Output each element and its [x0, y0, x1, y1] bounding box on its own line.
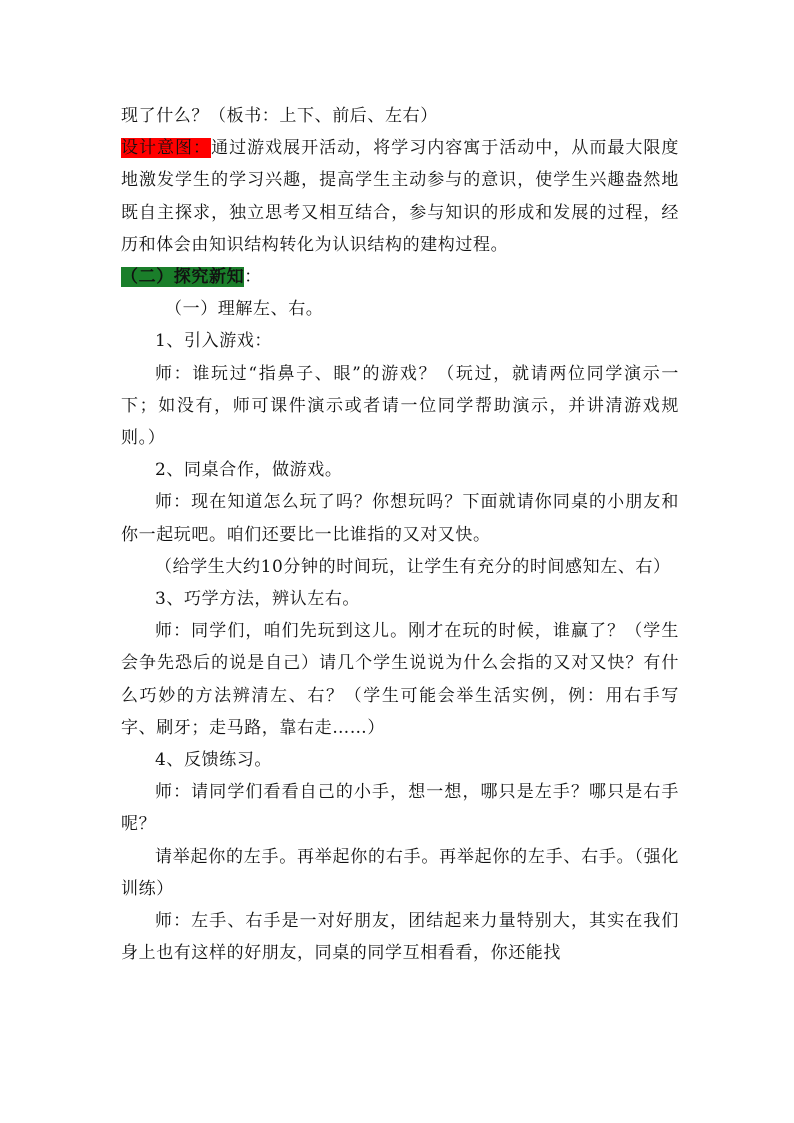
board-line: 现了什么？（板书：上下、前后、左右）	[121, 106, 438, 126]
step-1: 1、引入游戏：	[155, 331, 273, 352]
section-heading-colon: ：	[244, 267, 262, 288]
paragraph-1: 师：谁玩过“指鼻子、眼”的游戏？（玩过，就请两位同学演示一下；如没有，师可课件演示或者请一位同学帮助演示，并讲清游戏规则。）	[121, 363, 679, 449]
document-body	[121, 100, 679, 969]
paragraph-2: 师：现在知道怎么玩了吗？你想玩吗？下面就请你同桌的小朋友和你一起玩吧。咱们还要比一比谁指的又对又快。	[121, 492, 679, 545]
step-4: 4、反馈练习。	[155, 750, 273, 771]
paragraph-5: 师：请同学们看看自己的小手，想一想，哪只是左手？哪只是右手呢？	[121, 782, 679, 835]
step-2: 2、同桌合作，做游戏。	[155, 460, 343, 481]
paragraph-6: 请举起你的左手。再举起你的右手。再举起你的左手、右手。（强化训练）	[121, 846, 679, 899]
step-3: 3、巧学方法，辨认左右。	[155, 589, 361, 610]
section-heading	[121, 261, 679, 293]
sub-heading: （一）理解左、右。	[165, 299, 324, 320]
section-heading-label: （二）探究新知	[121, 267, 245, 288]
design-intent-label: 设计意图：	[121, 138, 212, 159]
paragraph-4: 师：同学们，咱们先玩到这儿。刚才在玩的时候，谁赢了？（学生会争先恐后的说是自己）请几个学生说说为什么会指的又对又快？有什么巧妙的方法辨清左、右？（学生可能会举生活实例，例：用右手写字、刷牙；走马路，靠右走……）	[121, 621, 679, 738]
design-intent-paragraph	[121, 132, 679, 261]
design-intent-text: 通过游戏展开活动，将学习内容寓于活动中，从而最大限度地激发学生的学习兴趣，提高学生主动参与的意识，使学生兴趣盎然地既自主探求，独立思考又相互结合，参与知识的形成和发展的过程，经历和体会由知识结构转化为认识结构的建构过程。	[121, 138, 680, 255]
paragraph-3: （给学生大约10分钟的时间玩，让学生有充分的时间感知左、右）	[155, 556, 671, 577]
paragraph-7: 师：左手、右手是一对好朋友，团结起来力量特别大，其实在我们身上也有这样的好朋友，同桌的同学互相看看，你还能找	[121, 911, 679, 964]
